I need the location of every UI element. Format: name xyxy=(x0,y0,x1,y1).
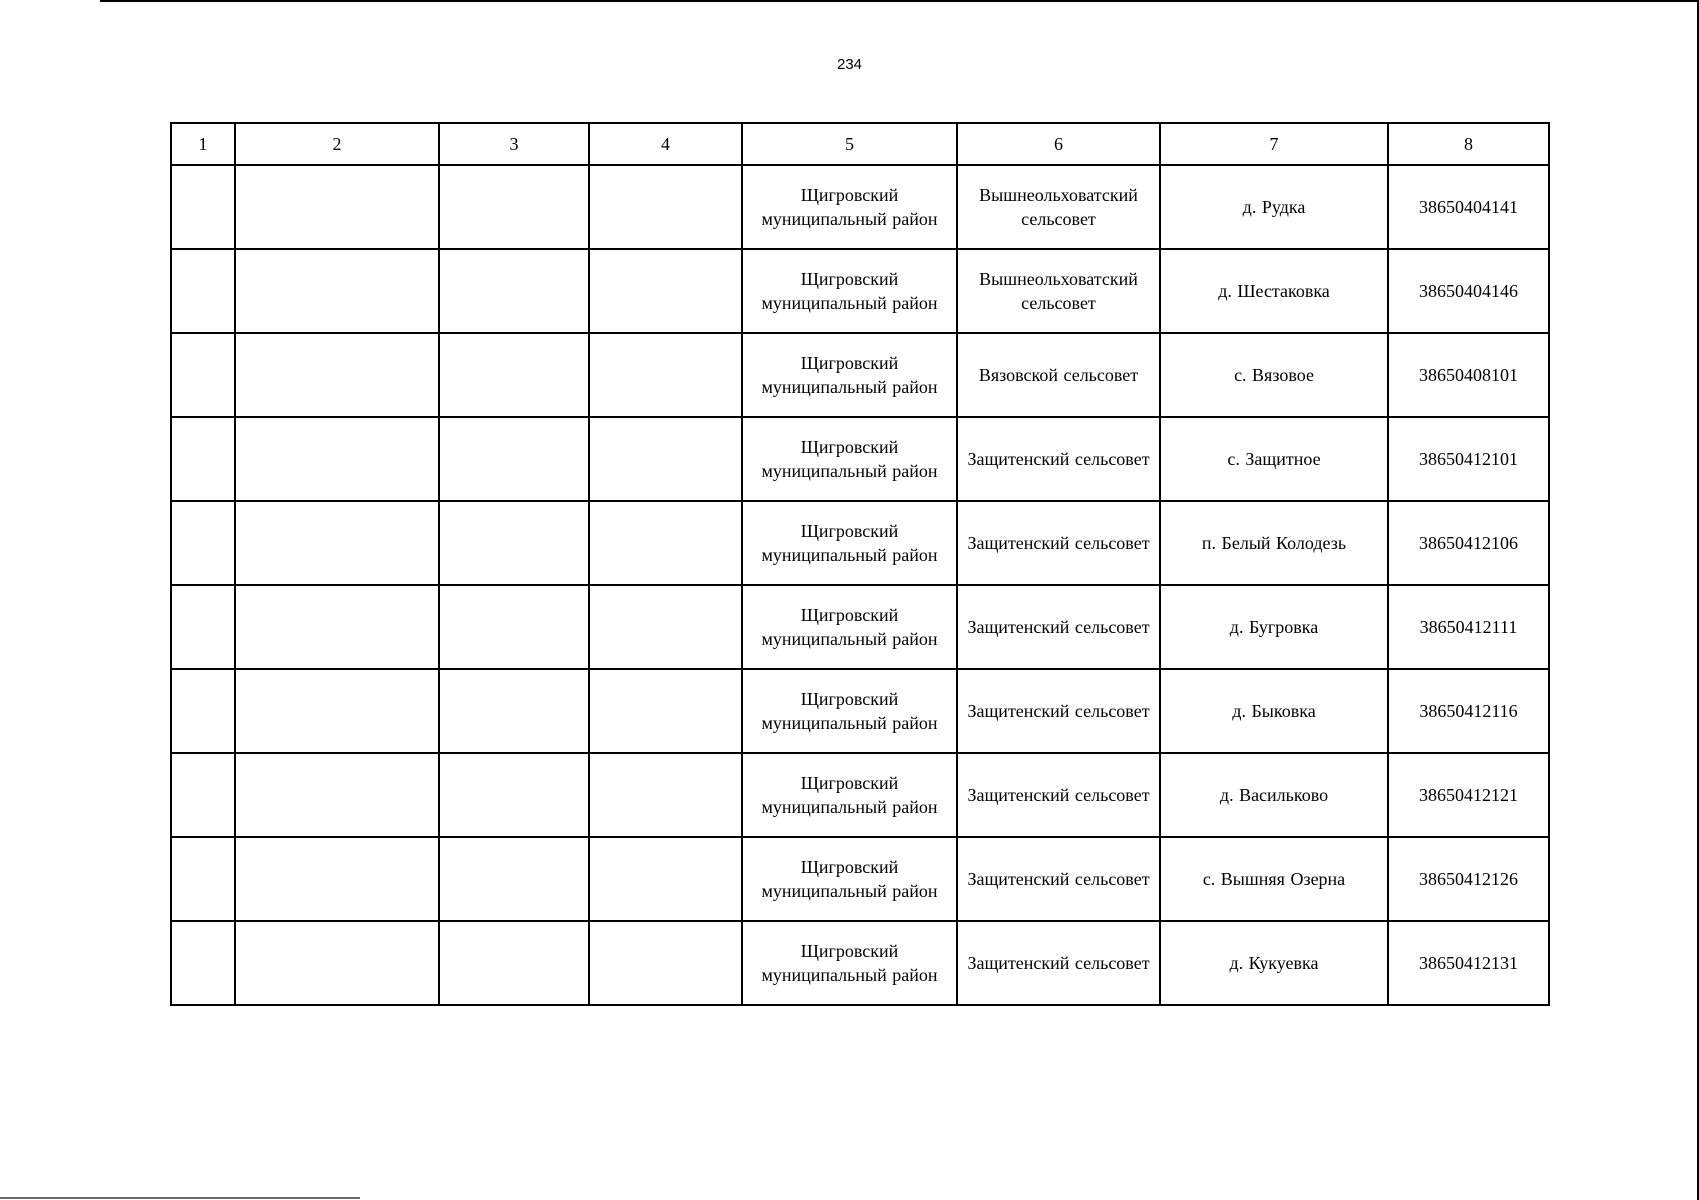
cell-col-2 xyxy=(235,165,439,249)
oktmo-code-cell: 38650412101 xyxy=(1388,417,1549,501)
district-cell: Щигровский муниципальный район xyxy=(742,921,957,1005)
table-row xyxy=(171,585,1549,669)
cell-col-2 xyxy=(235,585,439,669)
column-number-4: 4 xyxy=(589,123,742,165)
table-row xyxy=(171,921,1549,1005)
district-cell: Щигровский муниципальный район xyxy=(742,501,957,585)
settlement-cell: д. Шестаковка xyxy=(1160,249,1388,333)
cell-col-4 xyxy=(589,333,742,417)
cell-col-4 xyxy=(589,501,742,585)
column-number-1: 1 xyxy=(171,123,235,165)
column-number-8: 8 xyxy=(1388,123,1549,165)
page-number: 234 xyxy=(836,56,863,73)
cell-col-4 xyxy=(589,753,742,837)
cell-col-1 xyxy=(171,837,235,921)
table-row xyxy=(171,753,1549,837)
cell-col-3 xyxy=(439,333,589,417)
oktmo-code-cell: 38650412131 xyxy=(1388,921,1549,1005)
column-number-7: 7 xyxy=(1160,123,1388,165)
cell-col-4 xyxy=(589,585,742,669)
cell-col-4 xyxy=(589,165,742,249)
cell-col-1 xyxy=(171,921,235,1005)
settlement-cell: п. Белый Колодезь xyxy=(1160,501,1388,585)
scan-top-border xyxy=(100,0,1699,2)
oktmo-code-cell: 38650412126 xyxy=(1388,837,1549,921)
settlement-cell: д. Васильково xyxy=(1160,753,1388,837)
settlement-cell: д. Рудка xyxy=(1160,165,1388,249)
settlement-cell: д. Кукуевка xyxy=(1160,921,1388,1005)
cell-col-3 xyxy=(439,753,589,837)
cell-col-2 xyxy=(235,501,439,585)
oktmo-code-cell: 38650404146 xyxy=(1388,249,1549,333)
cell-col-3 xyxy=(439,417,589,501)
cell-col-1 xyxy=(171,165,235,249)
settlement-cell: с. Вышняя Озерна xyxy=(1160,837,1388,921)
table-row xyxy=(171,333,1549,417)
cell-col-1 xyxy=(171,333,235,417)
oktmo-code-cell: 38650412111 xyxy=(1388,585,1549,669)
council-cell: Защитенский сельсовет xyxy=(957,837,1160,921)
cell-col-3 xyxy=(439,921,589,1005)
column-number-2: 2 xyxy=(235,123,439,165)
scan-bottom-mark xyxy=(0,1197,360,1199)
district-cell: Щигровский муниципальный район xyxy=(742,333,957,417)
column-number-6: 6 xyxy=(957,123,1160,165)
cell-col-2 xyxy=(235,417,439,501)
table-row xyxy=(171,249,1549,333)
council-cell: Вязовской сельсовет xyxy=(957,333,1160,417)
cell-col-2 xyxy=(235,249,439,333)
oktmo-code-cell: 38650404141 xyxy=(1388,165,1549,249)
council-cell: Вышнеольховатский сельсовет xyxy=(957,249,1160,333)
district-cell: Щигровский муниципальный район xyxy=(742,669,957,753)
settlement-cell: с. Вязовое xyxy=(1160,333,1388,417)
cell-col-1 xyxy=(171,501,235,585)
cell-col-3 xyxy=(439,585,589,669)
registry-table-body xyxy=(171,123,1549,1005)
table-row xyxy=(171,837,1549,921)
cell-col-2 xyxy=(235,753,439,837)
council-cell: Защитенский сельсовет xyxy=(957,585,1160,669)
cell-col-2 xyxy=(235,921,439,1005)
cell-col-3 xyxy=(439,669,589,753)
table-row xyxy=(171,501,1549,585)
oktmo-code-cell: 38650412116 xyxy=(1388,669,1549,753)
cell-col-4 xyxy=(589,837,742,921)
district-cell: Щигровский муниципальный район xyxy=(742,417,957,501)
cell-col-2 xyxy=(235,333,439,417)
settlement-cell: д. Бугровка xyxy=(1160,585,1388,669)
cell-col-3 xyxy=(439,501,589,585)
cell-col-3 xyxy=(439,249,589,333)
district-cell: Щигровский муниципальный район xyxy=(742,249,957,333)
cell-col-2 xyxy=(235,669,439,753)
cell-col-4 xyxy=(589,417,742,501)
district-cell: Щигровский муниципальный район xyxy=(742,837,957,921)
registry-table xyxy=(170,122,1550,1006)
oktmo-code-cell: 38650412106 xyxy=(1388,501,1549,585)
settlement-cell: д. Быковка xyxy=(1160,669,1388,753)
cell-col-3 xyxy=(439,837,589,921)
column-number-row xyxy=(171,123,1549,165)
cell-col-3 xyxy=(439,165,589,249)
cell-col-4 xyxy=(589,249,742,333)
council-cell: Вышнеольховатский сельсовет xyxy=(957,165,1160,249)
table-row xyxy=(171,165,1549,249)
cell-col-1 xyxy=(171,249,235,333)
council-cell: Защитенский сельсовет xyxy=(957,669,1160,753)
table-row xyxy=(171,669,1549,753)
council-cell: Защитенский сельсовет xyxy=(957,417,1160,501)
column-number-3: 3 xyxy=(439,123,589,165)
council-cell: Защитенский сельсовет xyxy=(957,921,1160,1005)
cell-col-1 xyxy=(171,585,235,669)
cell-col-1 xyxy=(171,669,235,753)
cell-col-1 xyxy=(171,753,235,837)
cell-col-4 xyxy=(589,921,742,1005)
table-row xyxy=(171,417,1549,501)
column-number-5: 5 xyxy=(742,123,957,165)
cell-col-1 xyxy=(171,417,235,501)
district-cell: Щигровский муниципальный район xyxy=(742,165,957,249)
district-cell: Щигровский муниципальный район xyxy=(742,753,957,837)
settlement-cell: с. Защитное xyxy=(1160,417,1388,501)
oktmo-code-cell: 38650412121 xyxy=(1388,753,1549,837)
district-cell: Щигровский муниципальный район xyxy=(742,585,957,669)
cell-col-4 xyxy=(589,669,742,753)
council-cell: Защитенский сельсовет xyxy=(957,753,1160,837)
cell-col-2 xyxy=(235,837,439,921)
council-cell: Защитенский сельсовет xyxy=(957,501,1160,585)
oktmo-code-cell: 38650408101 xyxy=(1388,333,1549,417)
